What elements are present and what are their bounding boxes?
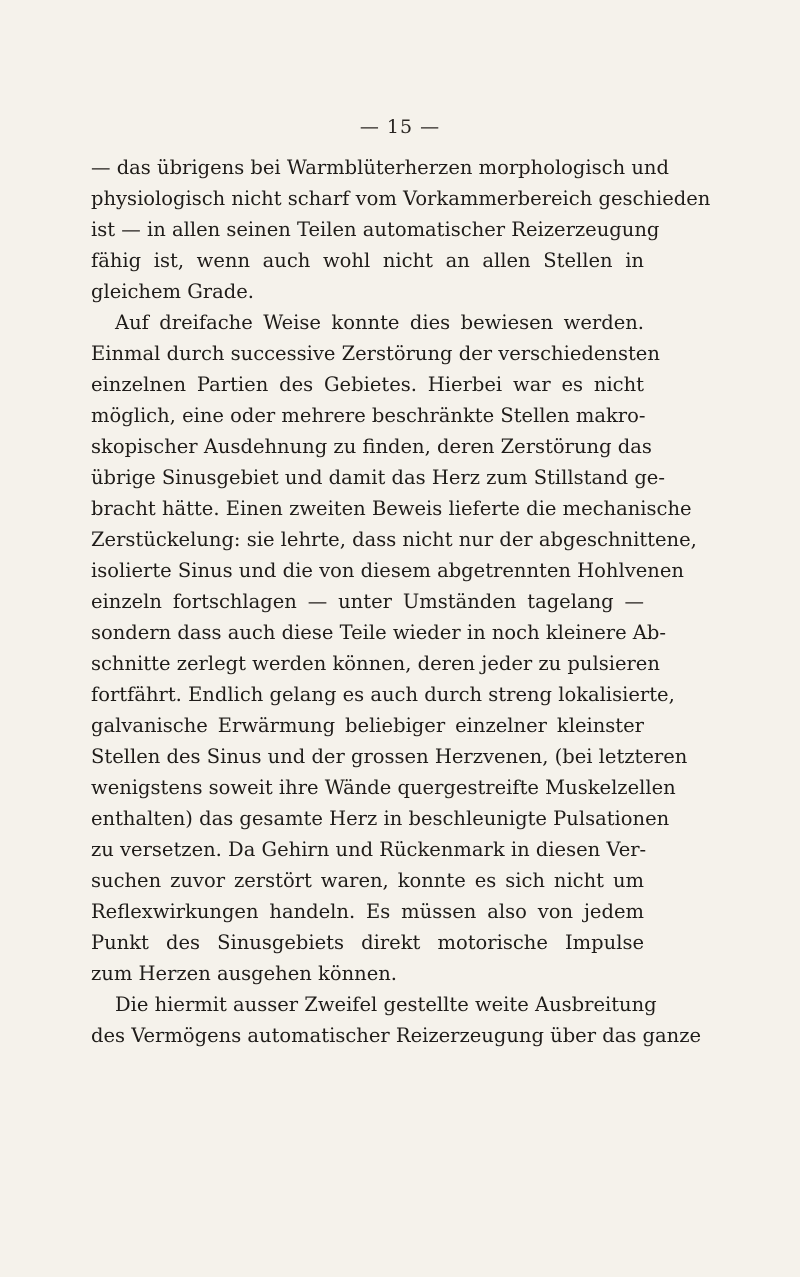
page-number-header: — 15 — <box>359 116 441 138</box>
text-line: Punkt des Sinusgebiets direkt motorische Impulse <box>91 931 644 954</box>
text-line: — das übrigens bei Warmblüterherzen morphologisch und <box>91 156 669 179</box>
text-line: zum Herzen ausgehen können. <box>91 962 398 985</box>
text-line: Zerstückelung: sie lehrte, dass nicht nur der abgeschnittene, <box>91 528 697 551</box>
text-line: wenigstens soweit ihre Wände quergestreifte Muskelzellen <box>91 776 676 799</box>
text-line: übrige Sinusgebiet und damit das Herz zum Stillstand ge- <box>91 466 665 489</box>
text-line: fortfährt. Endlich gelang es auch durch streng lokalisierte, <box>91 683 675 706</box>
text-line: galvanische Erwärmung beliebiger einzelner kleinster <box>91 714 644 737</box>
text-line: Einmal durch successive Zerstörung der verschiedensten <box>91 342 660 365</box>
text-line: sondern dass auch diese Teile wieder in noch kleinere Ab- <box>91 621 666 644</box>
body-text <box>91 152 711 1051</box>
text-line: des Vermögens automatischer Reizerzeugung über das ganze <box>91 1024 702 1047</box>
text-line: einzeln fortschlagen — unter Umständen tagelang — <box>91 590 644 613</box>
text-line: Auf dreifache Weise konnte dies bewiesen werden. <box>115 311 644 334</box>
text-line: Reflexwirkungen handeln. Es müssen also von jedem <box>91 900 644 923</box>
text-line: schnitte zerlegt werden können, deren jeder zu pulsieren <box>91 652 660 675</box>
text-line: suchen zuvor zerstört waren, konnte es sich nicht um <box>91 869 644 892</box>
text-line: physiologisch nicht scharf vom Vorkammerbereich geschieden <box>91 187 711 210</box>
text-line: bracht hätte. Einen zweiten Beweis lieferte die mechanische <box>91 497 692 520</box>
text-line: möglich, eine oder mehrere beschränkte Stellen makro- <box>91 404 646 427</box>
text-line: skopischer Ausdehnung zu finden, deren Zerstörung das <box>91 435 652 458</box>
text-line: Stellen des Sinus und der grossen Herzvenen, (bei letzteren <box>91 745 688 768</box>
text-line: zu versetzen. Da Gehirn und Rückenmark in diesen Ver- <box>91 838 647 861</box>
text-line: enthalten) das gesamte Herz in beschleunigte Pulsationen <box>91 807 670 830</box>
text-line: fähig ist, wenn auch wohl nicht an allen Stellen in <box>91 249 644 272</box>
text-line: isolierte Sinus und die von diesem abgetrennten Hohlvenen <box>91 559 684 582</box>
text-line: einzelnen Partien des Gebietes. Hierbei war es nicht <box>91 373 644 396</box>
text-line: ist — in allen seinen Teilen automatischer Reizerzeugung <box>91 218 660 241</box>
text-line: gleichem Grade. <box>91 280 254 303</box>
text-line: Die hiermit ausser Zweifel gestellte weite Ausbreitung <box>115 993 657 1016</box>
